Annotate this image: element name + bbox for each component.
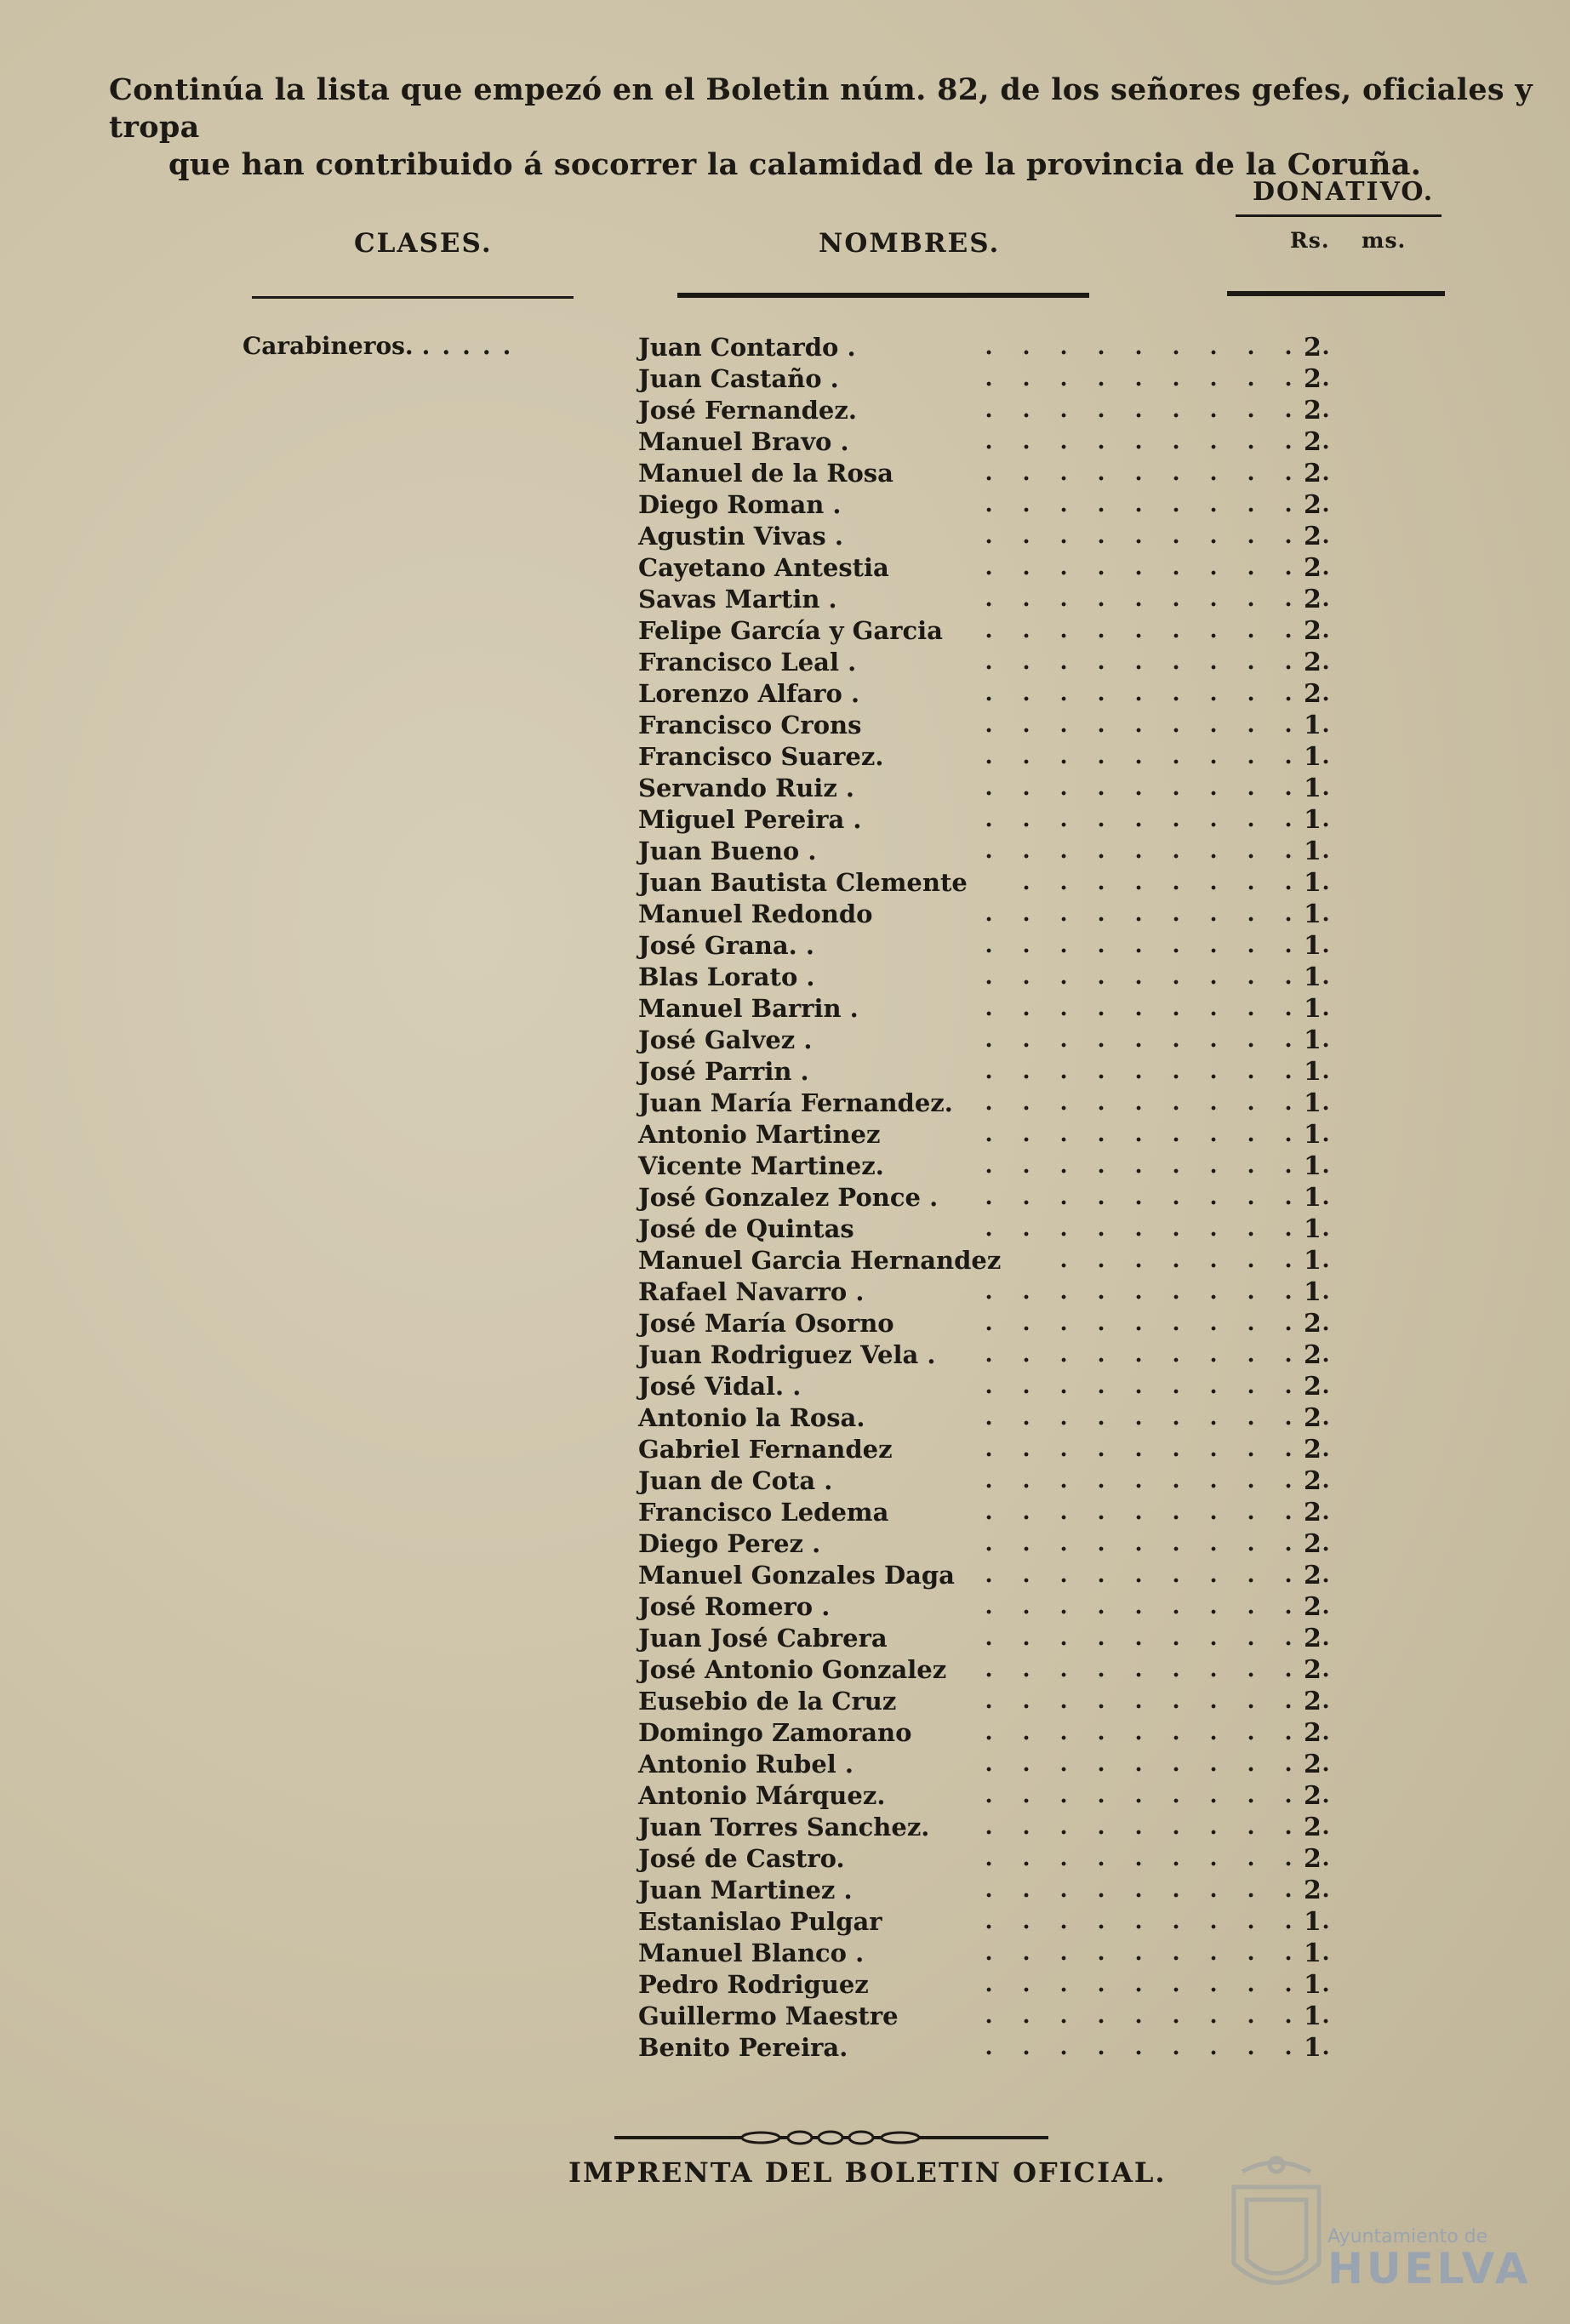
donativo-rs-value: 1 [1304, 2001, 1322, 2031]
leader-dots: . . . . . . . . . . [985, 1751, 1330, 1777]
roster-name: Manuel Bravo . [638, 427, 849, 456]
leader-dots: . . . . . . . . . . [985, 1846, 1330, 1871]
donativo-rs-value: 2 [1304, 648, 1322, 677]
donativo-rs-value: 1 [1304, 931, 1322, 961]
roster-row [638, 521, 1404, 552]
roster-row [638, 1276, 1404, 1308]
roster-row [638, 899, 1404, 930]
leader-dots: . . . . . . . . . . [985, 1216, 1330, 1242]
leader-dots: . . . . . . . . . . [985, 618, 1330, 643]
leader-dots: . . . . . . . . . . [985, 681, 1330, 706]
roster-row [638, 1434, 1404, 1465]
donativo-rs-value: 1 [1304, 1246, 1322, 1276]
leader-dots: . . . . . . . . . . [985, 1436, 1330, 1462]
roster-row [638, 458, 1404, 489]
donativo-rs-value: 2 [1304, 427, 1322, 457]
leader-dots: . . . . . . . . . [1022, 870, 1330, 895]
leader-dots: . . . . . . . . . . [985, 1027, 1330, 1053]
roster-row [638, 1371, 1404, 1402]
roster-name: José Grana. . [638, 931, 814, 960]
leader-dots: . . . . . . . . . . [985, 366, 1330, 391]
roster-row [638, 962, 1404, 993]
imprint-footer: IMPRENTA DEL BOLETIN OFICIAL. [568, 2156, 1167, 2189]
roster-row [638, 1025, 1404, 1056]
leader-dots: . . . . . . . . [1059, 1248, 1330, 1273]
roster-name: Vicente Martinez. [638, 1151, 884, 1180]
roster-row [638, 489, 1404, 521]
leader-dots: . . . . . . . . . . [985, 460, 1330, 486]
roster-row [638, 1843, 1404, 1875]
roster-row [638, 836, 1404, 867]
donativo-rs-value: 1 [1304, 994, 1322, 1024]
roster-row [638, 1686, 1404, 1717]
roster-name: Juan de Cota . [638, 1466, 833, 1495]
donativo-rs-value: 2 [1304, 1687, 1322, 1716]
roster-name: Diego Roman . [638, 490, 842, 519]
watermark-text [1327, 2226, 1532, 2293]
roster-name: José Antonio Gonzalez [638, 1655, 947, 1684]
roster-row [638, 804, 1404, 836]
roster-row [638, 1906, 1404, 1938]
roster-name: José Romero . [638, 1592, 831, 1621]
column-rs-heading: Rs. [1290, 228, 1330, 253]
clase-label: Carabineros. [243, 332, 414, 360]
donativo-underline [1236, 214, 1442, 217]
roster-name: Cayetano Antestia [638, 553, 889, 582]
donativo-rs-value: 2 [1304, 1529, 1322, 1559]
leader-dots: . . . . . . . . . . [985, 1405, 1330, 1430]
clase-leader-dots: ..... [421, 332, 523, 360]
donativo-rs-value: 2 [1304, 1372, 1322, 1402]
roster-row [638, 1780, 1404, 1812]
leader-dots: . . . . . . . . . . [985, 933, 1330, 958]
roster-name: Antonio la Rosa. [638, 1403, 865, 1432]
roster-row [638, 930, 1404, 962]
roster-name: Lorenzo Alfaro . [638, 679, 860, 708]
leader-dots: . . . . . . . . . . [985, 1059, 1330, 1084]
roster-row [638, 426, 1404, 458]
donativo-rs-value: 2 [1304, 1718, 1322, 1748]
donativo-rs-value: 1 [1304, 1151, 1322, 1181]
column-ms-heading: ms. [1362, 228, 1407, 253]
leader-dots: . . . . . . . . . . [985, 964, 1330, 990]
roster-name: Manuel Gonzales Daga [638, 1561, 955, 1590]
donativo-rs-value: 2 [1304, 679, 1322, 709]
leader-dots: . . . . . . . . . . [985, 712, 1330, 738]
header-line-2: que han contribuido á socorrer la calamidad de la provincia de la Coruña. [168, 147, 1422, 182]
roster-row [638, 647, 1404, 678]
leader-dots: . . . . . . . . . . [985, 2035, 1330, 2060]
roster-name: Estanislao Pulgar [638, 1907, 882, 1936]
roster-name: Antonio Rubel . [638, 1750, 854, 1779]
roster-row [638, 1088, 1404, 1119]
leader-dots: . . . . . . . . . . [985, 492, 1330, 517]
roster-row [638, 1056, 1404, 1088]
roster-row [638, 552, 1404, 584]
donativo-rs-value: 2 [1304, 490, 1322, 520]
roster-row [638, 1528, 1404, 1560]
donativo-rs-value: 2 [1304, 1624, 1322, 1653]
roster-name: Juan Martinez . [638, 1876, 853, 1904]
roster-name: Manuel Redondo [638, 899, 873, 928]
roster-name: José Fernandez. [638, 396, 857, 425]
leader-dots: . . . . . . . . . . [985, 996, 1330, 1021]
donativo-rs-value: 2 [1304, 333, 1322, 363]
leader-dots: . . . . . . . . . . [985, 1153, 1330, 1179]
leader-dots: . . . . . . . . . . [985, 1940, 1330, 1966]
roster-name: Manuel Blanco . [638, 1939, 865, 1967]
roster-row [638, 2032, 1404, 2064]
roster-row [638, 1717, 1404, 1749]
roster-name: Benito Pereira. [638, 2033, 848, 2062]
roster-name: Juan José Cabrera [638, 1624, 888, 1653]
donativo-rs-value: 1 [1304, 742, 1322, 772]
donativo-rs-value: 2 [1304, 1309, 1322, 1339]
roster-row [638, 1969, 1404, 2001]
leader-dots: . . . . . . . . . . [985, 397, 1330, 423]
leader-dots: . . . . . . . . . . [985, 649, 1330, 675]
roster-row [638, 1654, 1404, 1686]
roster-name: Francisco Leal . [638, 648, 857, 677]
roster-name: Francisco Crons [638, 711, 862, 739]
roster-name: Antonio Martinez [638, 1120, 881, 1149]
donativo-rs-value: 2 [1304, 1340, 1322, 1370]
donativo-rs-value: 1 [1304, 1120, 1322, 1150]
donativo-rs-value: 1 [1304, 1277, 1322, 1307]
donativo-rule [1227, 291, 1445, 296]
roster-name: Juan Castaño . [638, 364, 839, 393]
leader-dots: . . . . . . . . . . [985, 1783, 1330, 1808]
roster-name: Miguel Pereira . [638, 805, 862, 834]
roster-row [638, 678, 1404, 710]
donativo-rs-value: 2 [1304, 459, 1322, 488]
roster-name: José María Osorno [638, 1309, 894, 1338]
leader-dots: . . . . . . . . . . [985, 1972, 1330, 1997]
roster-name: Savas Martin . [638, 585, 837, 614]
roster-name: Antonio Márquez. [638, 1781, 886, 1810]
leader-dots: . . . . . . . . . . [985, 901, 1330, 927]
roster-row [638, 1245, 1404, 1276]
roster-name: Manuel de la Rosa [638, 459, 893, 488]
nombres-rule [677, 293, 1089, 298]
roster-row [638, 1623, 1404, 1654]
watermark-line-2: HUELVA [1327, 2244, 1532, 2293]
clases-rule [252, 296, 574, 299]
donativo-rs-value: 1 [1304, 805, 1322, 835]
header-line-1: Continúa la lista que empezó en el Boletin núm. 82, de los señores gefes, oficiales y tropa [109, 72, 1533, 145]
roster-name: Manuel Garcia Hernandez [638, 1246, 1002, 1275]
roster-row [638, 710, 1404, 741]
donativo-rs-value: 2 [1304, 1750, 1322, 1779]
donativo-rs-value: 1 [1304, 1025, 1322, 1055]
donativo-rs-value: 1 [1304, 1907, 1322, 1937]
donativo-rs-value: 2 [1304, 585, 1322, 614]
leader-dots: . . . . . . . . . . [985, 1090, 1330, 1116]
roster-row [638, 615, 1404, 647]
leader-dots: . . . . . . . . . . [985, 775, 1330, 801]
leader-dots: . . . . . . . . . . [985, 1342, 1330, 1368]
roster-name: Servando Ruiz . [638, 774, 854, 802]
donativo-rs-value: 2 [1304, 1561, 1322, 1590]
roster-name: José Parrin . [638, 1057, 809, 1086]
leader-dots: . . . . . . . . . . [985, 1468, 1330, 1493]
leader-dots: . . . . . . . . . . [985, 1279, 1330, 1305]
roster-row [638, 332, 1404, 363]
roster-row [638, 867, 1404, 899]
roster-row [638, 1308, 1404, 1339]
roster-name: José de Castro. [638, 1844, 845, 1873]
leader-dots: . . . . . . . . . . [985, 1625, 1330, 1651]
roster-name: Manuel Barrin . [638, 994, 859, 1023]
roster-name: José Galvez . [638, 1025, 813, 1054]
watermark-line-1: Ayuntamiento de [1327, 2226, 1488, 2247]
donativo-rs-value: 1 [1304, 1183, 1322, 1213]
roster-row [638, 584, 1404, 615]
donativo-rs-value: 2 [1304, 396, 1322, 425]
column-donativo-heading: DONATIVO. [1253, 177, 1435, 207]
donativo-rs-value: 2 [1304, 1844, 1322, 1874]
roster-name: Juan Contardo . [638, 333, 856, 362]
roster-row [638, 1402, 1404, 1434]
donativo-rs-value: 1 [1304, 1939, 1322, 1968]
donativo-rs-value: 1 [1304, 711, 1322, 740]
roster-row [638, 1812, 1404, 1843]
donativo-rs-value: 1 [1304, 837, 1322, 866]
roster-name: Diego Perez . [638, 1529, 821, 1558]
column-nombres-heading: NOMBRES. [819, 228, 1001, 259]
leader-dots: . . . . . . . . . . [985, 1373, 1330, 1399]
roster-name: Blas Lorato . [638, 962, 815, 991]
roster-row [638, 1151, 1404, 1182]
roster-name: José de Quintas [638, 1214, 854, 1243]
roster-name: Juan Bautista Clemente [638, 868, 968, 897]
leader-dots: . . . . . . . . . . [985, 1185, 1330, 1210]
donativo-rs-value: 1 [1304, 2033, 1322, 2063]
leader-dots: . . . . . . . . . . [985, 744, 1330, 769]
roster-name: Pedro Rodriguez [638, 1970, 869, 1999]
leader-dots: . . . . . . . . . . [985, 1814, 1330, 1840]
leader-dots: . . . . . . . . . . [985, 1877, 1330, 1903]
roster-row [638, 1339, 1404, 1371]
roster-row [638, 1938, 1404, 1969]
ornament-divider [614, 2129, 1048, 2146]
roster-row [638, 1591, 1404, 1623]
donativo-rs-value: 2 [1304, 1466, 1322, 1496]
leader-dots: . . . . . . . . . . [985, 1657, 1330, 1682]
leader-dots: . . . . . . . . . . [985, 586, 1330, 612]
roster-name: Gabriel Fernandez [638, 1435, 893, 1464]
donativo-rs-value: 2 [1304, 1813, 1322, 1842]
leader-dots: . . . . . . . . . . [985, 1122, 1330, 1147]
roster-name: Guillermo Maestre [638, 2001, 899, 2030]
roster-name: Rafael Navarro . [638, 1277, 865, 1306]
roster-row [638, 1749, 1404, 1780]
donativo-rs-value: 2 [1304, 364, 1322, 394]
roster-row [638, 993, 1404, 1025]
donativo-rs-value: 1 [1304, 1057, 1322, 1087]
leader-dots: . . . . . . . . . . [985, 838, 1330, 864]
leader-dots: . . . . . . . . . . [985, 1594, 1330, 1619]
leader-dots: . . . . . . . . . . [985, 523, 1330, 549]
roster-name: Juan María Fernandez. [638, 1088, 953, 1117]
leader-dots: . . . . . . . . . . [985, 429, 1330, 454]
donativo-rs-value: 1 [1304, 1088, 1322, 1118]
roster-row [638, 1560, 1404, 1591]
donativo-rs-value: 2 [1304, 1655, 1322, 1685]
roster-name: José Gonzalez Ponce . [638, 1183, 939, 1212]
document-header [109, 71, 1556, 184]
donativo-rs-value: 1 [1304, 962, 1322, 992]
roster-row [638, 1119, 1404, 1151]
roster-row [638, 741, 1404, 773]
clase-cell [243, 332, 522, 360]
leader-dots: . . . . . . . . . . [985, 1310, 1330, 1336]
roster-row [638, 1182, 1404, 1213]
donativo-rs-value: 2 [1304, 1403, 1322, 1433]
leader-dots: . . . . . . . . . . [985, 1909, 1330, 1934]
roster-name: Juan Torres Sanchez. [638, 1813, 930, 1841]
leader-dots: . . . . . . . . . . [985, 1720, 1330, 1745]
donativo-rs-value: 2 [1304, 1876, 1322, 1905]
roster-row [638, 773, 1404, 804]
leader-dots: . . . . . . . . . . [985, 1688, 1330, 1714]
roster-row [638, 1465, 1404, 1497]
roster-row [638, 1497, 1404, 1528]
roster-name: Juan Bueno . [638, 837, 817, 865]
roster-name: Francisco Ledema [638, 1498, 889, 1527]
donativo-rs-value: 1 [1304, 1214, 1322, 1244]
roster-name: Eusebio de la Cruz [638, 1687, 897, 1716]
roster-name: Felipe García y Garcia [638, 616, 943, 645]
column-clases-heading: CLASES. [354, 228, 493, 259]
leader-dots: . . . . . . . . . . [985, 1562, 1330, 1588]
roster-row [638, 363, 1404, 395]
roster-name: Juan Rodriguez Vela . [638, 1340, 936, 1369]
roster-row [638, 1213, 1404, 1245]
donativo-rs-value: 2 [1304, 1592, 1322, 1622]
roster-row [638, 2001, 1404, 2032]
roster-name: José Vidal. . [638, 1372, 802, 1401]
donativo-rs-value: 2 [1304, 1498, 1322, 1527]
roster-name: Francisco Suarez. [638, 742, 884, 771]
donativo-rs-value: 1 [1304, 774, 1322, 803]
roster-row [638, 395, 1404, 426]
leader-dots: . . . . . . . . . . [985, 555, 1330, 580]
leader-dots: . . . . . . . . . . [985, 2003, 1330, 2029]
donativo-rs-value: 2 [1304, 522, 1322, 551]
roster-name: Agustin Vivas . [638, 522, 843, 551]
donativo-rs-value: 1 [1304, 868, 1322, 898]
leader-dots: . . . . . . . . . . [985, 334, 1330, 360]
leader-dots: . . . . . . . . . . [985, 807, 1330, 832]
donativo-rs-value: 1 [1304, 899, 1322, 929]
donativo-rs-value: 2 [1304, 616, 1322, 646]
leader-dots: . . . . . . . . . . [985, 1499, 1330, 1525]
leader-dots: . . . . . . . . . . [985, 1531, 1330, 1556]
roster-name: Domingo Zamorano [638, 1718, 912, 1747]
roster-list [638, 332, 1404, 2064]
donativo-rs-value: 2 [1304, 1435, 1322, 1465]
donativo-rs-value: 1 [1304, 1970, 1322, 2000]
roster-row [638, 1875, 1404, 1906]
donativo-rs-value: 2 [1304, 1781, 1322, 1811]
donativo-rs-value: 2 [1304, 553, 1322, 583]
